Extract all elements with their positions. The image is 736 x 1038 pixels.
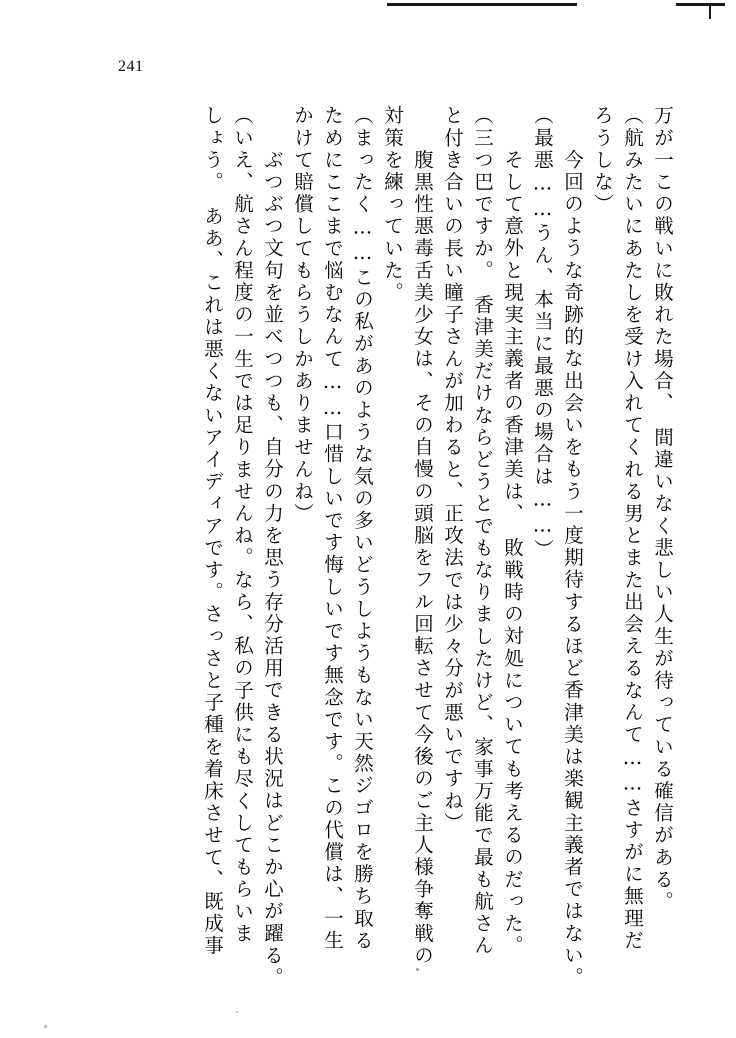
scan-crop-mark-left [387, 3, 577, 6]
text-line: ぶつぶつ文句を並べつつも、自分の力を思う存分活用できる状況はどこか心が躍る。 [261, 127, 284, 989]
text-line: と付き合いの長い瞳子さんが加わると、正攻法では少々分が悪いですね） [441, 105, 464, 835]
text-line: 今回のような奇跡的な出会いをもう一度期待するほど香津美は楽観主義者ではない。 [561, 127, 584, 989]
scan-speck [44, 1025, 47, 1028]
vertical-text-body [72, 105, 674, 989]
text-line: 腹黒性悪毒舌美少女は、その自慢の頭脳をフル回転させて今後のご主人様争奪戦の [411, 127, 434, 967]
page-number: 241 [118, 58, 144, 75]
text-line: （まったく……この私があのような気の多いどうしようもない天然ジゴロを勝ち取る [351, 105, 374, 952]
text-line: ろうしな） [591, 105, 614, 216]
text-line: そして意外と現実主義者の香津美は、 敗戦時の対処についても考えるのだった。 [501, 127, 524, 958]
scan-speck [236, 1011, 238, 1013]
text-line: しょう。 ああ、これは悪くないアイディアです。さっさと子種を着床させて、既成事 [201, 105, 224, 958]
text-line: （最悪……うん、本当に最悪の場合は……） [531, 105, 554, 561]
text-line: （いえ、航さん程度の一生では足りませんね。なら、私の子供にも尽くしてもらいま [231, 105, 254, 945]
text-line: （航みたいにあたしを受け入れてくれる男とまた出会えるなんて……さすがに無理だ [621, 105, 644, 952]
text-line: 万が一この戦いに敗れた場合、 間違いなく悲しい人生が待っている確信がある。 [651, 105, 674, 913]
text-line: かけて賠償してもらうしかありませんね） [291, 105, 314, 525]
scan-crop-tick [709, 6, 711, 19]
text-line: ためにここまで悩むなんて……口惜しいです悔しいです無念です。この代償は、一生 [321, 105, 344, 952]
scan-crop-mark-right [676, 3, 725, 6]
text-line: 対策を練っていた。 [381, 105, 404, 304]
scan-speck [416, 968, 419, 971]
text-line: （三つ巴ですか。 香津美だけならどうとでもなりましたけど、家事万能で最も航さん [471, 105, 494, 958]
